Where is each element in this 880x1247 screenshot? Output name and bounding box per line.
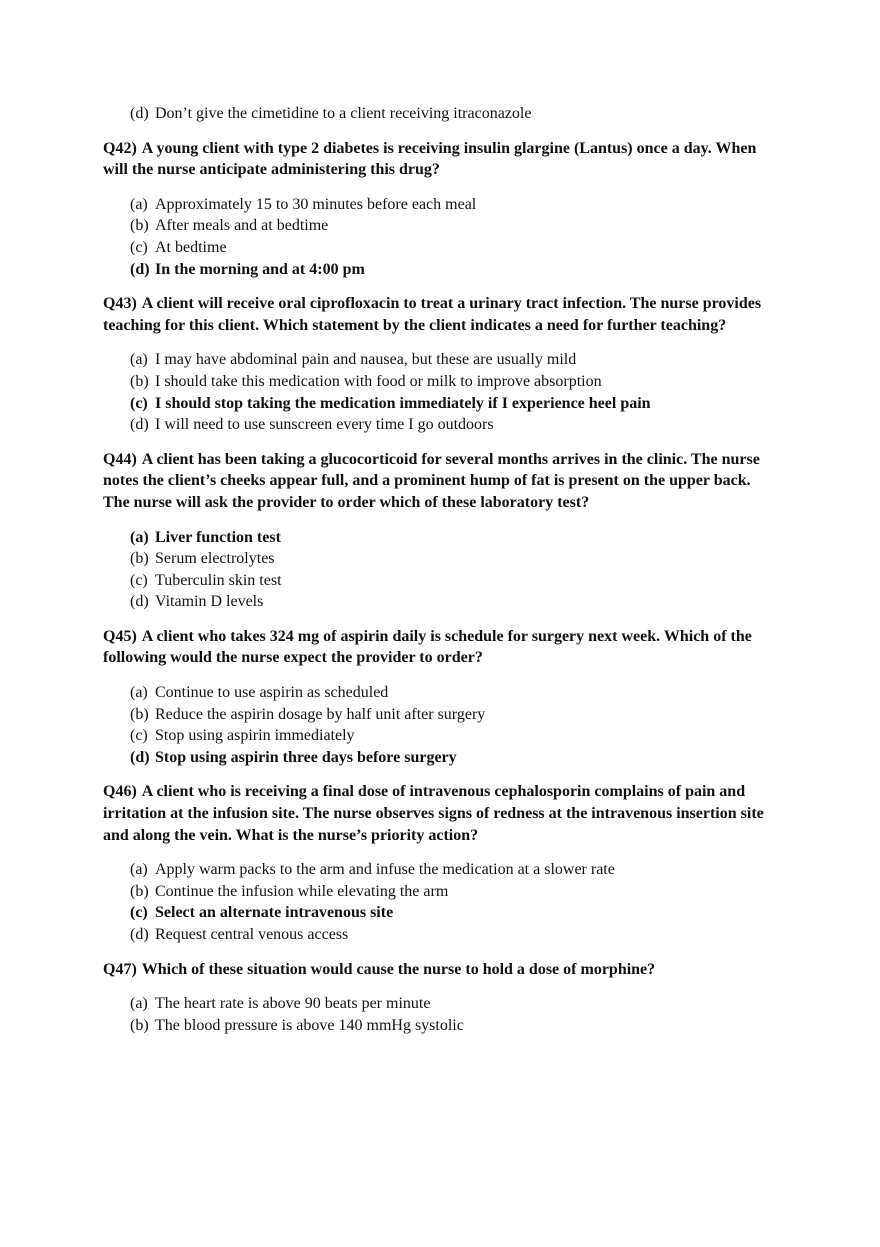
option-text: Approximately 15 to 30 minutes before each meal: [155, 195, 477, 213]
option-text: Apply warm packs to the arm and infuse the medication at a slower rate: [155, 861, 615, 879]
option-text: Stop using aspirin three days before surgery: [155, 748, 457, 766]
option-row: [103, 194, 778, 216]
question-body: A client who takes 324 mg of aspirin daily is schedule for surgery next week. Which of the following would the nurse expect the provider to order?: [103, 627, 752, 667]
option-text: Request central venous access: [155, 926, 349, 943]
option-row: [103, 414, 778, 436]
option-label: (c): [130, 727, 148, 745]
question-text: [103, 138, 778, 181]
option-text: Liver function test: [155, 528, 281, 546]
question-body: A client will receive oral ciprofloxacin to treat a urinary tract infection. The nurse provides teaching for this client. Which statement by the client indicates a need for further teaching?: [103, 295, 762, 334]
option-row: [103, 393, 778, 415]
option-text: Select an alternate intravenous site: [155, 904, 394, 922]
option-label: (a): [130, 684, 148, 702]
option-text: At bedtime: [155, 238, 227, 256]
option-text: Continue the infusion while elevating the arm: [155, 882, 449, 900]
question-list: [103, 103, 778, 1036]
option-row: [103, 747, 778, 769]
option-label: (c): [130, 571, 148, 589]
option-label: (c): [130, 904, 148, 922]
question-text: [103, 293, 778, 336]
option-label: (d): [130, 748, 150, 766]
option-text: Stop using aspirin immediately: [155, 727, 355, 745]
option-label: (b): [130, 705, 149, 723]
options-group: [103, 859, 778, 945]
option-label: (d): [130, 593, 149, 611]
option-text: I should stop taking the medication immediately if I experience heel pain: [155, 394, 651, 412]
option-label: (d): [130, 926, 149, 943]
option-row: [103, 682, 778, 704]
option-label: (b): [130, 372, 149, 390]
option-label: (c): [130, 394, 148, 412]
option-row: [103, 725, 778, 747]
question-body: A young client with type 2 diabetes is receiving insulin glargine (Lantus) once a day. When will the nurse anticipate administering this drug?: [103, 139, 757, 179]
option-row: [103, 570, 778, 592]
option-row: [103, 591, 778, 613]
option-label: (d): [130, 260, 150, 278]
options-group: [103, 194, 778, 280]
option-label: (a): [130, 995, 148, 1013]
question-text: [103, 959, 778, 981]
question-number: Q47): [103, 960, 137, 978]
option-text: Serum electrolytes: [155, 550, 275, 568]
option-row: [103, 527, 778, 549]
question-text: [103, 626, 778, 669]
option-text: I will need to use sunscreen every time I go outdoors: [155, 416, 494, 434]
option-row: [103, 103, 778, 125]
question-body: A client who is receiving a final dose of intravenous cephalosporin complains of pain and irritation at the infusion site. The nurse observes signs of redness at the intravenous insertion site and along the vein. What is the nurse’s priority action?: [103, 783, 764, 844]
option-row: [103, 704, 778, 726]
option-row: [103, 881, 778, 903]
option-label: (b): [130, 217, 149, 235]
option-row: [103, 548, 778, 570]
option-text: Tuberculin skin test: [155, 571, 282, 589]
option-text: After meals and at bedtime: [155, 217, 329, 235]
option-label: (b): [130, 550, 149, 568]
question-text: [103, 781, 778, 846]
option-label: (b): [130, 1016, 149, 1034]
question-body: A client has been taking a glucocorticoid for several months arrives in the clinic. The nurse notes the client’s cheeks appear full, and a prominent hump of fat is present on the upper back. The nurse will ask the provider to order which of these laboratory test?: [103, 450, 760, 511]
option-row: [103, 859, 778, 881]
option-label: (a): [130, 528, 149, 546]
option-text: The heart rate is above 90 beats per minute: [155, 995, 431, 1013]
option-text: Don’t give the cimetidine to a client receiving itraconazole: [155, 105, 532, 122]
option-label: (a): [130, 195, 148, 213]
option-row: [103, 902, 778, 924]
option-row: [103, 215, 778, 237]
option-row: [103, 993, 778, 1015]
option-label: (d): [130, 416, 149, 434]
question-number: Q46): [103, 783, 137, 801]
options-group: [103, 527, 778, 613]
question-number: Q43): [103, 295, 137, 313]
option-label: (a): [130, 351, 148, 369]
option-text: Vitamin D levels: [155, 593, 264, 611]
question-text: [103, 449, 778, 514]
option-text: The blood pressure is above 140 mmHg systolic: [155, 1016, 464, 1034]
question-number: Q44): [103, 450, 137, 468]
question-number: Q45): [103, 627, 137, 645]
option-row: [103, 237, 778, 259]
options-group: [103, 993, 778, 1036]
option-label: (c): [130, 238, 148, 256]
option-row: [103, 349, 778, 371]
question-number: Q42): [103, 139, 137, 157]
option-label: (d): [130, 105, 149, 122]
option-label: (a): [130, 861, 148, 879]
option-text: I should take this medication with food or milk to improve absorption: [155, 372, 602, 390]
options-group: [103, 682, 778, 768]
option-text: I may have abdominal pain and nausea, but these are usually mild: [155, 351, 577, 369]
question-body: Which of these situation would cause the nurse to hold a dose of morphine?: [141, 960, 656, 978]
option-text: Reduce the aspirin dosage by half unit after surgery: [155, 705, 486, 723]
option-row: [103, 1015, 778, 1037]
option-text: Continue to use aspirin as scheduled: [155, 684, 389, 702]
option-row: [103, 924, 778, 946]
option-row: [103, 259, 778, 281]
options-group: [103, 349, 778, 435]
option-text: In the morning and at 4:00 pm: [155, 260, 365, 278]
option-label: (b): [130, 882, 149, 900]
option-row: [103, 371, 778, 393]
